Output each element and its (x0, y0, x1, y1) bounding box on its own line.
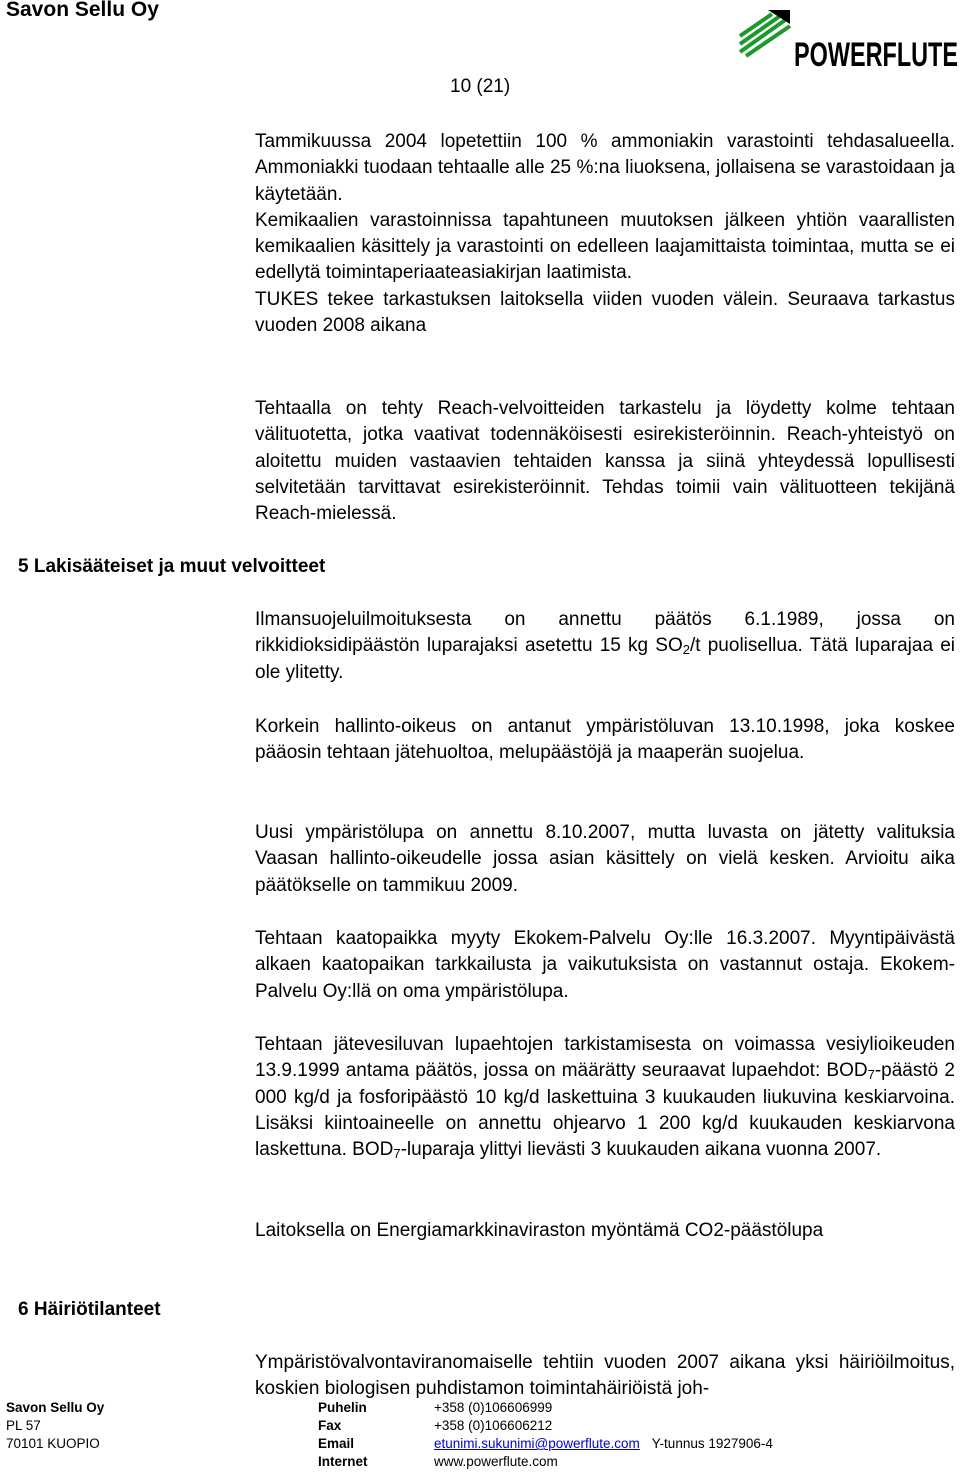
footer-internet[interactable]: www.powerflute.com (434, 1454, 558, 1469)
powerflute-logo (732, 6, 960, 68)
text-block-disturbance (255, 1350, 955, 1403)
footer-phone-label: Puhelin (318, 1400, 367, 1415)
footer-address (6, 1399, 104, 1453)
paragraph-disturbance: Ympäristövalvontaviranomaiselle tehtiin vuoden 2007 aikana yksi häiriöilmoitus, koskien biologisen puhdistamon toimintahäiriöistä joh- (255, 1352, 955, 1400)
paragraph-air-permit: Ilmansuojeluilmoituksesta on annettu päätös 6.1.1989, jossa on rikkidioksidipäästön luparajaksi asetettu 15 kg $SO_2/t$ puolisellua. Tätä luparajaa ei ole ylitetty. (255, 609, 955, 683)
footer-email-link[interactable]: etunimi.sukunimi@powerflute.com (434, 1436, 640, 1451)
footer-po-box: PL 57 (6, 1418, 41, 1433)
footer-fax-label: Fax (318, 1418, 342, 1433)
footer-email-row (434, 1435, 773, 1453)
section-heading-6: 6 Häiriötilanteet (18, 1299, 161, 1320)
header-company-name: Savon Sellu Oy (6, 0, 159, 21)
paragraph-new-permit: Uusi ympäristölupa on annettu 8.10.2007, mutta luvasta on jätetty valituksia Vaasan hallinto-oikeudelle jossa asian käsittely on vielä kesken. Arvioitu aika päätökselle on tammikuu 2009. (255, 822, 955, 896)
section-heading-5: 5 Lakisääteiset ja muut velvoitteet (18, 556, 326, 577)
text-block-new-permit (255, 820, 955, 899)
footer-internet-label: Internet (318, 1454, 368, 1469)
page-number: 10 (21) (450, 76, 511, 97)
footer-company: Savon Sellu Oy (6, 1400, 105, 1415)
footer-city: 70101 KUOPIO (6, 1436, 100, 1451)
text-block-wastewater (255, 1032, 955, 1163)
logo-text: POWERFLUTE (794, 36, 958, 68)
footer-fax: +358 (0)106606212 (434, 1418, 553, 1433)
text-block-co2 (255, 1218, 955, 1244)
footer-labels (318, 1399, 368, 1471)
text-block-air (255, 607, 955, 686)
powerflute-logo-mark (732, 6, 960, 68)
text-block-landfill (255, 926, 955, 1005)
paragraph-court: Korkein hallinto-oikeus on antanut ympäristöluvan 13.10.1998, joka koskee pääosin tehtaan jätehuoltoa, melupäästöjä ja maaperän suojelua. (255, 716, 955, 764)
text-block-1 (255, 129, 955, 339)
paragraph-wastewater: Tehtaan jätevesiluvan lupaehtojen tarkistamisesta on voimassa vesiylioikeuden 13.9.1999 antama päätös, jossa on määrätty seuraavat lupaehdot: $BOD_7$-päästö 2 000 kg/d ja fosforipäästö 10 kg/d laskettuina 3 kuukauden liukuvina keskiarvoina. Lisäksi kiintoaineelle on annettu ohjearvo 1 200 kg/d kuukauden keskiarvona laskettuna. $BOD_7$-luparaja ylittyi lievästi 3 kuukauden aikana vuonna 2007. (255, 1034, 955, 1162)
text-block-reach (255, 396, 955, 527)
footer-business-id: Y-tunnus 1927906-4 (651, 1436, 773, 1451)
logo-wave-icon (740, 14, 790, 56)
paragraph-reach: Tehtaalla on tehty Reach-velvoitteiden tarkastelu ja löydetty kolme tehtaan välituotetta, jotka vaativat todennäköisesti esirekisteröinnin. Reach-yhteistyö on aloitettu muiden vastaavien tehtaiden kanssa ja siinä yhteydessä lopullisesti selvitetään tarvittavat esirekisteröinnit. Tehdas toimii vain välituotteen tekijänä Reach-mielessä. (255, 398, 955, 525)
paragraph-co2: Laitoksella on Energiamarkkinaviraston myöntämä CO2-päästölupa (255, 1220, 824, 1241)
footer-values (434, 1399, 773, 1471)
footer-email-label: Email (318, 1436, 355, 1451)
paragraph-tukes: TUKES tekee tarkastuksen laitoksella viiden vuoden välein. Seuraava tarkastus vuoden 2008 aikana (255, 288, 955, 337)
paragraph-ammonia: Tammikuussa 2004 lopetettiin 100 % ammoniakin varastointi tehdasalueella. Ammoniakki tuodaan tehtaalle alle 25 %:na liuoksena, jollaisena se varastoidaan ja käytetään. (255, 131, 955, 205)
paragraph-landfill: Tehtaan kaatopaikka myyty Ekokem-Palvelu Oy:lle 16.3.2007. Myyntipäivästä alkaen kaatopaikan tarkkailusta ja vaikutuksista on vastannut ostaja. Ekokem-Palvelu Oy:llä on oma ympäristölupa. (255, 928, 955, 1002)
footer-phone: +358 (0)106606999 (434, 1400, 553, 1415)
text-block-court (255, 714, 955, 767)
paragraph-chemicals: Kemikaalien varastoinnissa tapahtuneen muutoksen jälkeen yhtiön vaarallisten kemikaalien käsittely ja varastointi on edelleen laajamittaista toimintaa, mutta se ei edellytä toimintaperiaateasiakirjan laatimista. (255, 209, 955, 284)
